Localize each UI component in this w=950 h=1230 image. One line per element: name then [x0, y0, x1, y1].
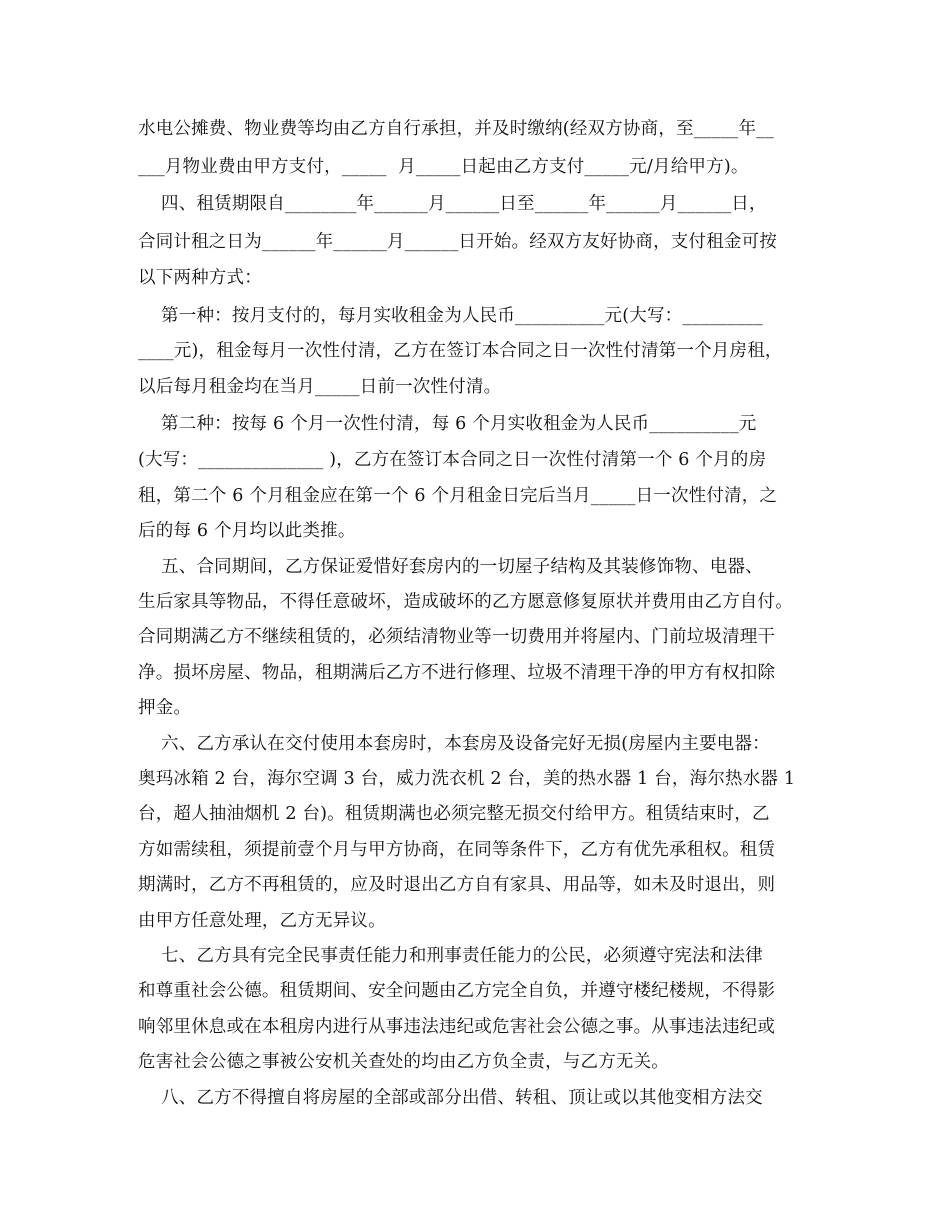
text-line: 七、乙方具有完全民事责任能力和刑事责任能力的公民，必须遵守宪法和法律 — [138, 946, 763, 966]
text-line: ___月物业费由甲方支付，_____ 月_____日起由乙方支付_____元/月给甲方)。 — [138, 157, 749, 177]
text-line: 奥玛冰箱 2 台，海尔空调 3 台，威力洗衣机 2 台，美的热水器 1 台，海尔热水器 1 — [138, 769, 796, 789]
text-line: 危害社会公德之事被公安机关查处的均由乙方负全责，与乙方无关。 — [138, 1052, 669, 1072]
text-line: 和尊重社会公德。租赁期间、安全问题由乙方完全自负，并遵守楼纪楼规，不得影 — [138, 981, 776, 1001]
text-line: 第一种：按月支付的，每月实收租金为人民币__________元(大写：_________ — [138, 306, 763, 326]
text-line: (大写：______________ )，乙方在签订本合同之日一次性付清第一个 6 个月的房 — [138, 450, 767, 470]
text-line: 以下两种方式： — [138, 268, 262, 288]
text-line: 期满时，乙方不再租赁的，应及时退出乙方自有家具、用品等，如未及时退出，则 — [138, 875, 776, 895]
text-line: 四、租赁期限自________年______月______日至______年______月______日， — [138, 194, 767, 214]
text-line: 后的每 6 个月均以此类推。 — [138, 521, 356, 541]
text-line: 押金。 — [138, 698, 192, 718]
text-line: 八、乙方不得擅自将房屋的全部或部分出借、转租、顶让或以其他变相方法交 — [138, 1088, 763, 1108]
text-line: 以后每月租金均在当月_____日前一次性付清。 — [138, 377, 502, 397]
text-line: 合同计租之日为______年______月______日开始。经双方友好协商，支付租金可按 — [138, 232, 777, 252]
text-line: 台，超人抽油烟机 2 台)。租赁期满也必须完整无损交付给甲方。租赁结束时，乙 — [138, 804, 770, 824]
text-line: 生后家具等物品，不得任意破坏，造成破坏的乙方愿意修复原状并费用由乙方自付。 — [138, 592, 793, 612]
text-line: ____元)，租金每月一次性付清，乙方在签订本合同之日一次性付清第一个月房租， — [138, 341, 783, 361]
text-line: 由甲方任意处理，乙方无异议。 — [138, 911, 386, 931]
text-line: 第二种：按每 6 个月一次性付清，每 6 个月实收租金为人民币__________元 — [138, 414, 757, 434]
text-line: 合同期满乙方不继续租赁的，必须结清物业等一切费用并将屋内、门前垃圾清理干 — [138, 627, 776, 647]
text-line: 五、合同期间，乙方保证爱惜好套房内的一切屋子结构及其装修饰物、电器、 — [138, 557, 763, 577]
text-line: 净。损坏房屋、物品，租期满后乙方不进行修理、垃圾不清理干净的甲方有权扣除 — [138, 663, 776, 683]
text-line: 租，第二个 6 个月租金应在第一个 6 个月租金日完后当月_____日一次性付清，之 — [138, 486, 778, 506]
text-line: 方如需续租，须提前壹个月与甲方协商，在同等条件下，乙方有优先承租权。租赁 — [138, 840, 776, 860]
text-line: 水电公摊费、物业费等均由乙方自行承担，并及时缴纳(经双方协商，至_____年__ — [138, 119, 775, 139]
text-line: 响邻里休息或在本租房内进行从事违法违纪或危害社会公德之事。从事违法违纪或 — [138, 1017, 776, 1037]
text-line: 六、乙方承认在交付使用本套房时，本套房及设备完好无损(房屋内主要电器： — [138, 734, 770, 754]
